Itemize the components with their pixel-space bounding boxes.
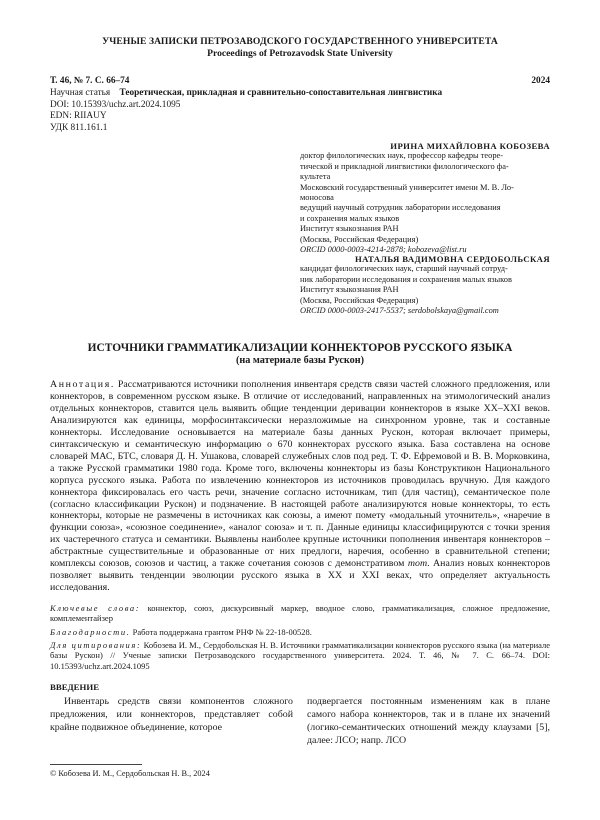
- abstract-text: Рассматриваются источники пополнения инвентаря средств связи частей сложного предложения, или коннекторов, в современном русском языке. В отличие от исследований, направленных на этимологический анализ отдельных коннекторов, ставится цель выявить общие тенденции деривации коннекторов в языке XX–XXI веков. Анализируются как единицы, морфосинтаксически неразложимые на синхронном уровне, так и составные коннекторы. Исследование основывается на материале базы данных Рускон, которая включает примеры, синтаксическую и семантическую информацию о 670 коннекторах русского языка. База составлена на основе словарей МАС, БТС, словаря Д. Н. Ушакова, словарей служебных слов под ред. Т. Ф. Ефремовой и В. В. Морковкина, а также Русской грамматики 1980 года. Кроме того, включены коннекторы из базы Конструктикон Национального корпуса русского языка. Работа по извлечению коннекторов из источников проводилась вручную. Для каждого коннектора фиксировалась его часть речи, значение согласно источникам, тип (для частиц), семантическое поле (согласно классификации Рускон) и подзначение. В настоящей работе анализируются новые коннекторы, то есть коннекторы, которые не размечены в источниках как союзы, а имеют помету «модальный уточнитель», «наречие в функции союза», «союзное соединение», «аналог союза» и т. п. Данные единицы классифицируются с точки зрения их частеречного статуса и семантики. Выявлены наиболее крупные источники пополнения инвентаря коннекторов – абстрактные существительные и образованные от них предлоги, наречия, особенно в сравнительной степени; комплексы союзов, союзов и частиц, а также сочетания союзов с демонстративом: [50, 379, 551, 570]
- author-info-line: Московский государственный университет имени М. В. Ло-: [300, 182, 514, 192]
- volume-info: Т. 46, № 7. С. 66–74: [50, 76, 130, 86]
- author-info-line: кандидат филологических наук, старший научный сотруд-: [300, 264, 508, 274]
- author-contact: ORCID 0000-0003-4214-2878; kobozeva@list.ru: [300, 245, 467, 255]
- author-info-line: ведущий научный сотрудник лаборатории исследования: [300, 203, 501, 213]
- abstract-text-end: . Анализ новых коннекторов позволяет выявить тенденции эволюции русского языка в XX и XXI веках, что определяет актуальность исследования.: [50, 558, 550, 594]
- article-subtitle: (на материале базы Рускон): [235, 355, 365, 366]
- section-title: ВВЕДЕНИЕ: [50, 682, 100, 692]
- author-block-1: [300, 141, 550, 255]
- article-type: Научная статья: [50, 88, 111, 98]
- edn: EDN: RIIAUY: [50, 111, 107, 122]
- author-name: ИРИНА МИХАЙЛОВНА КОБОЗЕВА: [390, 141, 550, 151]
- abstract-label: Аннотация.: [50, 379, 115, 390]
- abstract-emphasis: тот: [407, 558, 428, 570]
- article-section: Теоретическая, прикладная и сравнительно-сопоставительная лингвистика: [119, 88, 443, 98]
- year: 2024: [531, 76, 550, 86]
- author-contact: ORCID 0000-0003-2417-5537; serdobolskaya@gmail.com: [300, 306, 499, 316]
- author-info-line: (Москва, Российская Федерация): [300, 295, 419, 305]
- article-type-line: [50, 88, 442, 100]
- citation: [50, 640, 550, 671]
- abstract: [50, 379, 550, 594]
- keywords: [50, 603, 550, 624]
- citation-text: Кобозева И. М., Сердобольская Н. В. Источники грамматикализации коннекторов русского языка (на материале базы Рускон) // Ученые записки Петрозаводского государственного университета. 2024. Т. 46, № 7. С. 66–74. DOI: 10.15393/uchz.art.2024.1095: [50, 640, 551, 671]
- author-info-line: тической и прикладной лингвистики филологического фа-: [300, 161, 509, 171]
- journal-title-en: Proceedings of Petrozavodsk State University: [207, 48, 393, 59]
- citation-label: Для цитирования:: [50, 640, 142, 650]
- journal-title: УЧЕНЫЕ ЗАПИСКИ ПЕТРОЗАВОДСКОГО ГОСУДАРСТВЕННОГО УНИВЕРСИТЕТА: [102, 36, 498, 47]
- author-name: НАТАЛЬЯ ВАДИМОВНА СЕРДОБОЛЬСКАЯ: [354, 254, 550, 264]
- body-right-column: подвергается постоянным изменениям как в плане самого набора коннекторов, так и в плане их значений (логико-семантических отношений между клаузами [5], далее: ЛСО; напр. ЛСО: [307, 696, 550, 746]
- author-info-line: культета: [300, 172, 331, 182]
- doi: DOI: 10.15393/uchz.art.2024.1095: [50, 99, 181, 110]
- acknowledgments-text: Работа поддержана грантом РНФ № 22-18-00528.: [132, 627, 312, 637]
- keywords-text: коннектор, союз, дискурсивный маркер, вводное слово, грамматикализация, сложное предложение, комплементайзер: [50, 603, 551, 624]
- author-info-line: и сохранения малых языков: [300, 213, 400, 223]
- author-info-line: доктор филологических наук, профессор кафедры теоре-: [300, 151, 504, 161]
- author-info-line: Институт языкознания РАН: [300, 224, 399, 234]
- author-info-line: (Москва, Российская Федерация): [300, 234, 419, 244]
- footnote-rule: [50, 764, 142, 765]
- author-info-line: Институт языкознания РАН: [300, 285, 399, 295]
- author-info-line: ник лаборатории исследования и сохранения малых языков: [300, 274, 512, 284]
- acknowledgments: [50, 627, 550, 637]
- acknowledgments-label: Благодарности.: [50, 627, 131, 637]
- keywords-label: Ключевые слова:: [50, 603, 141, 613]
- author-block-2: [300, 254, 550, 316]
- body-left-column: Инвентарь средств связи компонентов сложного предложения, или коннекторов, представляет собой крайне подвижное объединение, которое: [50, 696, 293, 733]
- article-title: ИСТОЧНИКИ ГРАММАТИКАЛИЗАЦИИ КОННЕКТОРОВ РУССКОГО ЯЗЫКА: [87, 342, 513, 354]
- copyright: © Кобозева И. М., Сердобольская Н. В., 2024: [50, 769, 210, 778]
- udk: УДК 811.161.1: [50, 122, 108, 133]
- author-info-line: моносова: [300, 193, 334, 203]
